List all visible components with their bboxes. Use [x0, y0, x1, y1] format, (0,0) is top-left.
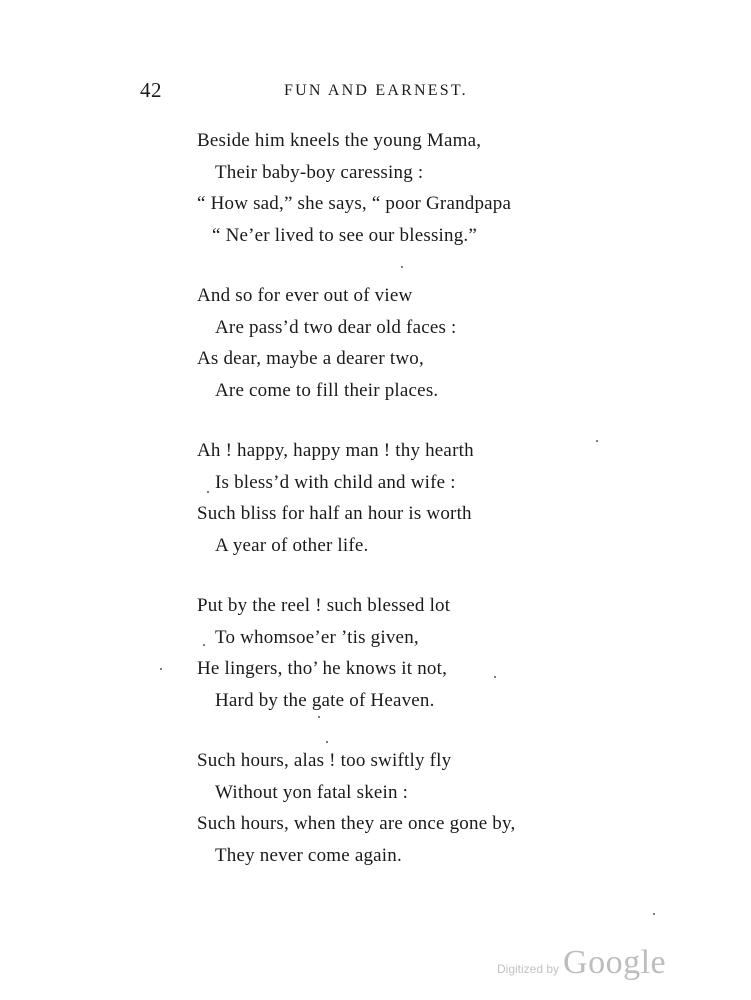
poem-line: Are come to fill their places. [215, 379, 439, 401]
scan-speck [401, 266, 403, 268]
google-logo: Google [563, 944, 667, 981]
poem-line: They never come again. [215, 844, 402, 866]
poem-line: Are pass’d two dear old faces : [215, 316, 457, 338]
watermark-prefix: Digitized by [497, 962, 560, 976]
stanza [197, 125, 617, 251]
poem-line: Without yon fatal skein : [215, 781, 409, 803]
scan-speck [318, 716, 320, 718]
poem-line: To whomsoe’er ’tis given, [215, 626, 419, 648]
poem-line: Such bliss for half an hour is worth [197, 503, 472, 524]
poem-line: “ Ne’er lived to see our blessing.” [212, 224, 477, 246]
scan-speck [494, 676, 496, 678]
scan-speck [596, 440, 598, 442]
poem-line: A year of other life. [215, 534, 369, 556]
scan-speck [326, 741, 328, 743]
scan-speck [207, 491, 209, 493]
poem-line: As dear, maybe a dearer two, [197, 348, 424, 369]
scan-speck [160, 668, 162, 670]
poem-line: And so for ever out of view [197, 285, 413, 306]
running-head: FUN AND EARNEST. [284, 82, 468, 99]
scan-speck [203, 644, 205, 646]
poem-line: Their baby-boy caressing : [215, 161, 424, 183]
digitized-by-google-watermark [497, 944, 666, 982]
poem-line: Such hours, alas ! too swiftly fly [197, 750, 452, 771]
poem-line: Hard by the gate of Heaven. [215, 689, 435, 711]
scan-speck [653, 913, 655, 915]
poem-line: Such hours, when they are once gone by, [197, 813, 516, 834]
stanza [197, 590, 617, 716]
page-number: 42 [140, 78, 162, 102]
poem-line: He lingers, tho’ he knows it not, [197, 658, 448, 679]
poem-line: Beside him kneels the young Mama, [197, 130, 482, 151]
poem-line: Ah ! happy, happy man ! thy hearth [197, 440, 474, 461]
stanza [197, 280, 617, 406]
poem-line: Put by the reel ! such blessed lot [197, 595, 451, 616]
poem [197, 125, 617, 900]
poem-line: “ How sad,” she says, “ poor Grandpapa [197, 193, 512, 214]
stanza [197, 745, 617, 871]
poem-line: Is bless’d with child and wife : [215, 471, 456, 493]
stanza [197, 435, 617, 561]
